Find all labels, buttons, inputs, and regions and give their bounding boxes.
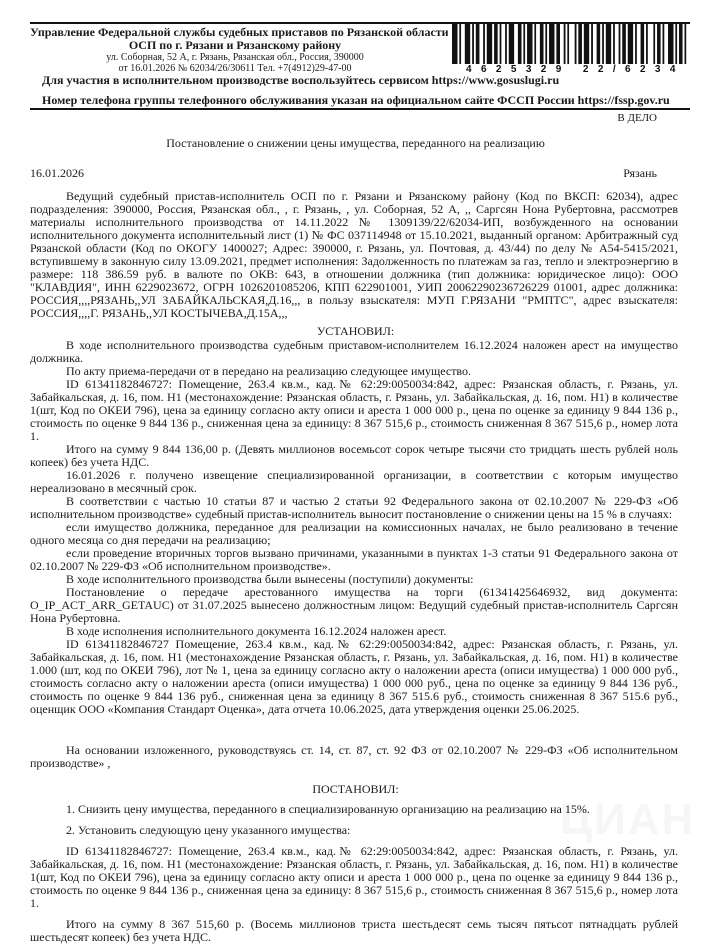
barcode-number: 4625329 22/6234 — [466, 64, 685, 75]
fssp-phone-notice: Номер телефона группы телефонного обслуживания указан на официальном сайте ФССП России https://fssp.gov.ru — [42, 93, 670, 107]
established-paragraph: По акту приема-передачи от в передано на реализацию следующее имущество. — [66, 364, 472, 378]
barcode — [452, 24, 690, 64]
resolved-item: Итого на сумму 8 367 515,60 р. (Восемь миллионов триста шестьдесят семь тысяч пятьсот пятнадцать рублей шестьдесят копеек) без учета НДС. — [30, 917, 678, 944]
resolved-item: 2. Установить следующую цену указанного имущества: — [66, 823, 351, 837]
established-paragraph: если проведение вторичных торгов вызвано причинами, указанными в пунктах 1-3 статьи 91 Федерального закона от 02.10.2007 № 229-ФЗ «Об исполнительном производстве». — [30, 546, 678, 573]
intro-paragraph — [30, 190, 678, 320]
established-paragraph: если имущество должника, переданное для реализации на комиссионных началах, не было реализовано в течение одного месяца со дня передачи на реализацию; — [30, 520, 678, 547]
gosuslugi-notice: Для участия в исполнительном производстве воспользуйтесь сервисом https://www.gosuslugi.ru — [42, 73, 560, 87]
established-paragraph: ID 61341182846727 Помещение, 263.4 кв.м., кад.№ 62:29:0050034:842, адрес: Рязанская область, г. Рязань, ул. Забайкальская, д. 16, пом. Н1 (местонахождение Рязанская область, г. Рязань, ул. Забайкальская, д. 16, пом. Н1) в количестве 1.000 (шт, код по ОКЕИ 796), лот № 1, цена за единицу согласно акту о наложении ареста (описи имущества) 1 000 000 руб., стоимость согласно акту о наложении ареста (описи имущества) 1 000 000 руб., цена по оценке за единицу 9 844 136 руб., стоимость по оценке 9 844 136 руб., сниженная цена за единицу 8 367 515.6 руб., стоимость сниженная 8 367 515.6 руб., оценщик ООО «Компания Стандарт Оценка», дата отчета 10.06.2025, дата утверждения оценки 25.06.2025. — [30, 637, 678, 716]
issuer-header — [30, 25, 449, 74]
established-paragraph: ID 61341182846727: Помещение, 263.4 кв.м., кад.№ 62:29:0050034:842, адрес: Рязанская область, г. Рязань, ул. Забайкальская, д. 16, пом. Н1 (местонахождение: Рязанская область, г. Рязань, ул. Забайкальская, д. 16, пом. Н1) в количестве 1(шт, Код по ОКЕИ 796), цена за единицу согласно акту описи и ареста 1 000 000 р., цена по оценке за единицу 9 844 136 р., стоимость по оценке 9 844 136 р., сниженная цена за единицу: 8 367 515,6 р., стоимость сниженная 8 367 515,6 р., номер лота 1. — [30, 377, 678, 443]
established-paragraph: В ходе исполнительного производства были вынесены (поступили) документы: — [66, 572, 474, 586]
agency-name: Управление Федеральной службы судебных приставов по Рязанской области — [30, 25, 449, 39]
basis-text: На основании изложенного, руководствуясь ст. 14, ст. 87, ст. 92 ФЗ от 02.10.2007 № 229-ФЗ «Об исполнительном производстве» , — [30, 743, 678, 770]
document-reference: от 16.01.2026 № 62034/26/30611 Тел. +7(4912)29-47-00 — [118, 63, 352, 74]
document-title: Постановление о снижении цены имущества, переданного на реализацию — [166, 136, 545, 150]
established-paragraph: Итого на сумму 9 844 136,00 р. (Девять миллионов восемьсот сорок четыре тысячи сто тридцать шесть рублей ноль копеек) без учета НДС. — [30, 442, 678, 469]
department-name: ОСП по г. Рязани и Рязанскому району — [128, 38, 342, 52]
established-paragraph: В ходе исполнения исполнительного документа 16.12.2024 наложен арест. — [66, 624, 447, 638]
header-bottom-rule — [30, 108, 690, 110]
resolved-item: 1. Снизить цену имущества, переданного в специализированную организацию на реализацию на 15%. — [66, 802, 590, 816]
file-stamp: В ДЕЛО — [617, 112, 657, 124]
document-date: 16.01.2026 — [30, 166, 84, 180]
established-paragraph: В ходе исполнительного производства судебным приставом-исполнителем 16.12.2024 наложен арест на имущество должника. — [30, 338, 678, 365]
department-address: ул. Соборная, 52 А, г. Рязань, Рязанская обл., Россия, 390000 — [106, 52, 364, 63]
established-heading: УСТАНОВИЛ: — [316, 324, 395, 338]
document-city: Рязань — [623, 166, 657, 180]
established-section — [30, 339, 678, 716]
intro-text: Ведущий судебный пристав-исполнитель ОСП по г. Рязани и Рязанскому району (Код по ВКСП: 62034), адрес подразделения: 390000, Россия, Рязанская обл., , г. Рязань, , ул. Соборная, 52 А, ,, Саргсян Нона Рубертовна, рассмотрев материалы исполнительного производства от 14.11.2022 № 1309139/22/62034-ИП, возбужденного на основании исполнительного документа исполнительный лист (1) № ФС 037114948 от 15.10.2021, выданный органом: Арбитражный суд Рязанской области (Код по ОКОГУ 1400027; Адрес: 390000, г. Рязань, ул. Почтовая, д. 43/44) по делу № А54-5415/2021, вступившему в законную силу 13.09.2021, предмет исполнения: Задолженность по платежам за газ, тепло и электроэнергию в размере: 118 386.59 руб. в валюте по ОКВ: 643, в отношении должника (тип должника: юридическое лицо): ООО "КЛАВДИЯ", ИНН 6229023672, ОГРН 1026201085206, КПП 622901001, УИП 20062290236726229 01001, адрес должника: РОССИЯ,,,,РЯЗАНЬ,,УЛ ЗАБАЙКАЛЬСКАЯ,Д.16,,, в пользу взыскателя: МУП Г.РЯЗАНИ "РМПТС", адрес взыскателя: РОССИЯ,,,,Г. РЯЗАНЬ,,УЛ КОСТЫЧЕВА,Д.15А,,, — [30, 189, 678, 320]
established-paragraph: В соответствии с частью 10 статьи 87 и частью 2 статьи 92 Федерального закона от 02.10.2007 № 229-ФЗ «Об исполнительном производстве» судебный пристав-исполнитель выносит постановление о снижении цены на 15 % в случаях: — [30, 494, 678, 521]
resolved-item: ID 61341182846727: Помещение, 263.4 кв.м., кад.№ 62:29:0050034:842, адрес: Рязанская область, г. Рязань, ул. Забайкальская, д. 16, пом. Н1 (местонахождение: Рязанская область, г. Рязань, ул. Забайкальская, д. 16, пом. Н1) в количестве 1(шт, Код по ОКЕИ 796), цена за единицу согласно акту описи и ареста 1 000 000 р., цена по оценке за единицу 9 844 136 р., стоимость по оценке 9 844 136 р., сниженная цена за единицу: 8 367 515,6 р., стоимость сниженная 8 367 515,6 р., номер лота 1. — [30, 844, 678, 910]
basis-paragraph — [30, 744, 678, 770]
established-paragraph: 16.01.2026 г. получено извещение специализированной организации, в соответствии с которым имущество нереализовано в месячный срок. — [30, 468, 678, 495]
resolved-heading: ПОСТАНОВИЛ: — [312, 782, 399, 796]
established-paragraph: Постановление о передаче арестованного имущества на торги (61341425646932, вид документа: O_IP_ACT_ARR_GETAUC) от 31.07.2025 вынесено должностным лицом: Ведущий судебный пристав-исполнитель Саргсян Нона Рубертовна. — [30, 585, 678, 625]
resolved-section — [30, 803, 678, 944]
barcode-bars — [452, 24, 711, 64]
